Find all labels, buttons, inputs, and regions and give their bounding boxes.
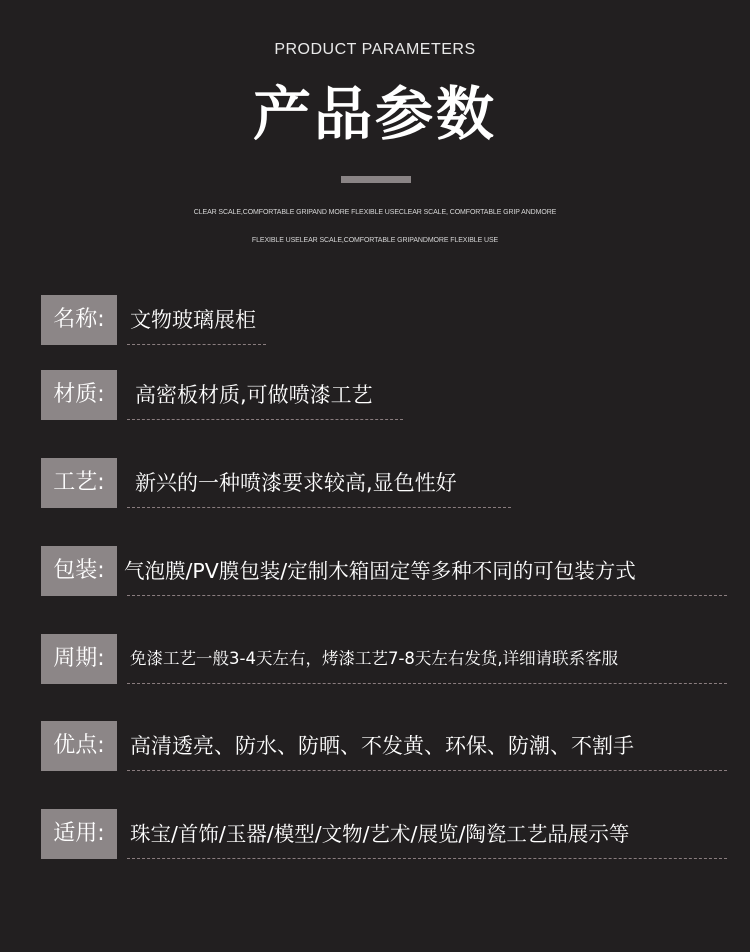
param-label: 材质: (41, 370, 117, 420)
subtitle-line-1: CLEAR SCALE,COMFORTABLE GRIPAND MORE FLEXIBLE USECLEAR SCALE, COMFORTABLE GRIP ANDMORE (193, 209, 557, 216)
param-row-craft (0, 458, 750, 508)
title-divider (341, 176, 411, 183)
param-underline (127, 858, 727, 859)
header-title-en: PRODUCT PARAMETERS (274, 41, 476, 58)
param-label: 工艺: (41, 458, 117, 508)
param-row-cycle (0, 634, 750, 684)
param-underline (127, 419, 403, 420)
param-underline (127, 344, 266, 345)
param-value: 珠宝/首饰/玉器/模型/文物/艺术/展览/陶瓷工艺品展示等 (130, 822, 630, 846)
param-row-application (0, 809, 750, 859)
param-value: 新兴的一种喷漆要求较高,显色性好 (135, 471, 457, 495)
param-value: 高密板材质,可做喷漆工艺 (135, 383, 373, 407)
subtitle-line-2: FLEXIBLE USELEAR SCALE,COMFORTABLE GRIPANDMORE FLEXIBLE USE (251, 237, 499, 244)
page-title: 产品参数 (252, 80, 497, 148)
param-underline (127, 595, 727, 596)
param-label: 周期: (41, 634, 117, 684)
param-value: 免漆工艺一般3-4天左右，烤漆工艺7-8天左右发货,详细请联系客服 (130, 649, 619, 668)
param-label: 名称: (41, 295, 117, 345)
param-row-name (0, 295, 750, 345)
param-label: 包装: (41, 546, 117, 596)
param-label: 优点: (41, 721, 117, 771)
param-row-packaging (0, 546, 750, 596)
param-label: 适用: (41, 809, 117, 859)
param-row-advantages (0, 721, 750, 771)
param-value: 高清透亮、防水、防晒、不发黄、环保、防潮、不割手 (130, 734, 634, 758)
param-underline (127, 683, 727, 684)
param-underline (127, 507, 511, 508)
param-value: 气泡膜/PV膜包装/定制木箱固定等多种不同的可包装方式 (124, 559, 636, 583)
param-underline (127, 770, 727, 771)
param-row-material (0, 370, 750, 420)
param-value: 文物玻璃展柜 (130, 308, 256, 332)
